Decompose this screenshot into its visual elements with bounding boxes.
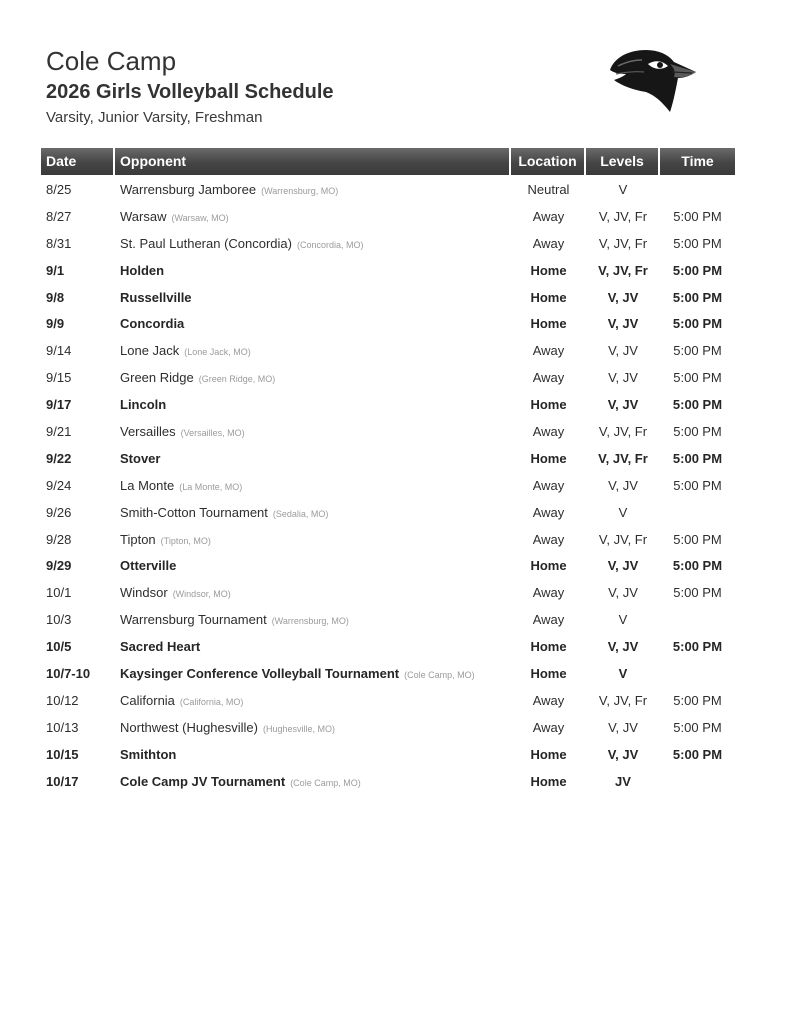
game-time: 5:00 PM [673, 719, 722, 735]
table-row [41, 176, 735, 203]
game-levels: V, JV [607, 558, 639, 574]
game-location: Away [532, 370, 565, 386]
opponent-place: (Windsor, MO) [172, 589, 231, 600]
game-levels: V, JV, Fr [598, 235, 648, 251]
table-row [41, 768, 735, 795]
game-levels: V, JV [608, 585, 638, 601]
table-row [41, 687, 735, 714]
column-header-levels: Levels [586, 148, 660, 175]
game-location: Home [530, 316, 567, 332]
opponent-cell [115, 774, 511, 789]
opponent-name: Russellville [120, 289, 192, 305]
game-date: 9/8 [46, 289, 65, 305]
game-time: 5:00 PM [672, 316, 723, 332]
game-location: Away [532, 235, 565, 251]
opponent-cell [115, 316, 511, 331]
opponent-name: Kaysinger Conference Volleyball Tournament [120, 665, 400, 681]
opponent-place: (La Monte, MO) [179, 481, 243, 492]
opponent-name: Sacred Heart [120, 639, 201, 655]
opponent-name: Smithton [120, 746, 177, 762]
opponent-cell [115, 639, 511, 654]
table-row [41, 499, 735, 526]
game-time: 5:00 PM [672, 262, 723, 278]
game-location: Away [532, 477, 565, 493]
game-date: 9/21 [46, 423, 72, 439]
table-row [41, 418, 735, 445]
table-row [41, 391, 735, 418]
game-time: 5:00 PM [673, 423, 722, 439]
opponent-name: California [120, 692, 175, 708]
game-date: 9/15 [46, 370, 72, 386]
opponent-name: Lincoln [120, 397, 167, 413]
table-row [41, 364, 735, 391]
table-row [41, 310, 735, 337]
opponent-cell [115, 478, 511, 493]
game-time: 5:00 PM [672, 289, 723, 305]
opponent-cell [115, 612, 511, 627]
opponent-name: Tipton [120, 531, 156, 547]
game-date: 9/28 [46, 531, 72, 547]
game-levels: V, JV, Fr [598, 423, 648, 439]
game-levels: V, JV, Fr [598, 262, 648, 278]
game-date: 9/29 [46, 558, 72, 574]
game-date: 9/17 [46, 397, 72, 413]
game-location: Home [530, 639, 567, 655]
game-location: Away [532, 692, 565, 708]
game-date: 10/1 [46, 585, 72, 601]
opponent-cell [115, 397, 511, 412]
schedule-title: 2026 Girls Volleyball Schedule [46, 81, 334, 103]
game-date: 10/15 [46, 746, 79, 762]
game-date: 10/5 [46, 639, 72, 655]
table-row [41, 552, 735, 579]
table-row [41, 284, 735, 311]
game-levels: V [618, 612, 628, 628]
opponent-name: Northwest (Hughesville) [120, 719, 258, 735]
game-date: 10/7-10 [46, 665, 91, 681]
opponent-place: (Lone Jack, MO) [184, 347, 251, 358]
game-date: 9/9 [46, 316, 65, 332]
game-date: 10/13 [46, 719, 79, 735]
game-location: Home [530, 450, 567, 466]
opponent-cell [115, 370, 511, 385]
game-levels: V [618, 665, 628, 681]
opponent-name: Otterville [120, 558, 177, 574]
table-row [41, 337, 735, 364]
game-time: 5:00 PM [673, 692, 722, 708]
game-date: 10/12 [46, 692, 79, 708]
game-location: Away [532, 423, 565, 439]
game-time: 5:00 PM [672, 558, 723, 574]
game-location: Away [532, 504, 565, 520]
opponent-place: (Warrensburg, MO) [271, 616, 349, 627]
game-date: 8/25 [46, 181, 72, 197]
opponent-place: (Sedalia, MO) [272, 508, 329, 519]
opponent-place: (Cole Camp, MO) [404, 669, 475, 680]
opponent-name: Holden [120, 262, 165, 278]
opponent-cell [115, 343, 511, 358]
game-levels: JV [615, 773, 631, 789]
table-row [41, 660, 735, 687]
opponent-name: Windsor [120, 585, 168, 601]
game-levels: V, JV, Fr [598, 208, 648, 224]
opponent-name: Green Ridge [120, 370, 194, 386]
column-header-time: Time [660, 148, 735, 175]
game-date: 10/3 [46, 612, 72, 628]
game-time: 5:00 PM [673, 585, 722, 601]
game-location: Away [532, 343, 565, 359]
table-row [41, 714, 735, 741]
opponent-cell [115, 209, 511, 224]
table-row [41, 579, 735, 606]
game-location: Neutral [527, 181, 570, 197]
opponent-place: (Versailles, MO) [180, 427, 245, 438]
game-levels: V [618, 504, 628, 520]
table-header [41, 148, 735, 175]
opponent-cell [115, 424, 511, 439]
opponent-name: Smith-Cotton Tournament [120, 504, 268, 520]
game-time: 5:00 PM [672, 639, 723, 655]
opponent-cell [115, 505, 511, 520]
schedule-table [41, 148, 735, 794]
opponent-name: Concordia [120, 316, 185, 332]
game-levels: V, JV, Fr [598, 531, 648, 547]
game-time: 5:00 PM [673, 208, 722, 224]
opponent-cell [115, 747, 511, 762]
opponent-place: (Warrensburg, MO) [261, 185, 339, 196]
opponent-name: Versailles [120, 423, 176, 439]
table-row [41, 606, 735, 633]
game-levels: V, JV, Fr [598, 692, 648, 708]
opponent-cell [115, 236, 511, 251]
game-date: 8/27 [46, 208, 72, 224]
opponent-name: Cole Camp JV Tournament [120, 773, 286, 789]
table-row [41, 526, 735, 553]
game-levels: V, JV [608, 370, 638, 386]
schedule-subtitle: Varsity, Junior Varsity, Freshman [46, 109, 263, 126]
game-date: 9/24 [46, 477, 72, 493]
game-location: Away [532, 719, 565, 735]
school-name: Cole Camp [46, 46, 177, 76]
opponent-place: (Green Ridge, MO) [198, 374, 276, 385]
game-levels: V, JV [607, 316, 639, 332]
game-time: 5:00 PM [673, 477, 722, 493]
game-levels: V, JV [608, 343, 638, 359]
game-time: 5:00 PM [672, 450, 723, 466]
game-date: 9/22 [46, 450, 72, 466]
game-levels: V, JV [608, 719, 638, 735]
opponent-name: Stover [120, 450, 161, 466]
game-location: Home [530, 665, 567, 681]
game-date: 9/1 [46, 262, 65, 278]
opponent-place: (Hughesville, MO) [263, 723, 336, 734]
game-location: Home [530, 262, 567, 278]
game-levels: V, JV [608, 477, 638, 493]
game-time: 5:00 PM [672, 397, 723, 413]
game-location: Away [532, 531, 565, 547]
game-time: 5:00 PM [673, 235, 722, 251]
game-date: 9/14 [46, 343, 72, 359]
document-header [46, 44, 606, 130]
opponent-cell [115, 532, 511, 547]
game-date: 10/17 [46, 773, 79, 789]
game-location: Home [530, 289, 567, 305]
opponent-name: Warrensburg Tournament [120, 612, 267, 628]
table-row [41, 257, 735, 284]
opponent-name: La Monte [120, 477, 175, 493]
game-time: 5:00 PM [673, 343, 722, 359]
opponent-cell [115, 182, 511, 197]
bird-mascot-logo [604, 44, 700, 116]
opponent-cell [115, 263, 511, 278]
opponent-cell [115, 720, 511, 735]
game-levels: V [618, 181, 628, 197]
table-row [41, 472, 735, 499]
opponent-place: (Concordia, MO) [296, 239, 364, 250]
column-header-location: Location [511, 148, 586, 175]
game-location: Home [530, 558, 567, 574]
opponent-place: (California, MO) [179, 696, 244, 707]
game-location: Home [530, 773, 567, 789]
opponent-name: Warsaw [120, 208, 167, 224]
game-date: 9/26 [46, 504, 72, 520]
opponent-name: Warrensburg Jamboree [120, 181, 257, 197]
game-time: 5:00 PM [673, 531, 722, 547]
opponent-cell [115, 558, 511, 573]
table-row [41, 633, 735, 660]
column-header-date: Date [41, 148, 115, 175]
opponent-place: (Warsaw, MO) [171, 212, 229, 223]
opponent-name: St. Paul Lutheran (Concordia) [120, 235, 292, 251]
game-location: Away [532, 208, 565, 224]
table-row [41, 203, 735, 230]
opponent-cell [115, 693, 511, 708]
opponent-cell [115, 666, 511, 681]
column-header-opponent: Opponent [115, 148, 511, 175]
game-location: Away [532, 585, 565, 601]
game-time: 5:00 PM [672, 746, 723, 762]
opponent-place: (Tipton, MO) [160, 535, 211, 546]
opponent-cell [115, 585, 511, 600]
opponent-name: Lone Jack [120, 343, 180, 359]
game-levels: V, JV [607, 397, 639, 413]
opponent-place: (Cole Camp, MO) [290, 777, 361, 788]
table-row [41, 741, 735, 768]
table-row [41, 445, 735, 472]
table-body [41, 175, 735, 794]
opponent-cell [115, 451, 511, 466]
table-row [41, 230, 735, 257]
game-location: Home [530, 397, 567, 413]
game-location: Home [530, 746, 567, 762]
game-levels: V, JV [607, 746, 639, 762]
game-time: 5:00 PM [673, 370, 722, 386]
game-location: Away [532, 612, 565, 628]
game-date: 8/31 [46, 235, 72, 251]
game-levels: V, JV [607, 639, 639, 655]
opponent-cell [115, 290, 511, 305]
game-levels: V, JV, Fr [598, 450, 648, 466]
game-levels: V, JV [607, 289, 639, 305]
